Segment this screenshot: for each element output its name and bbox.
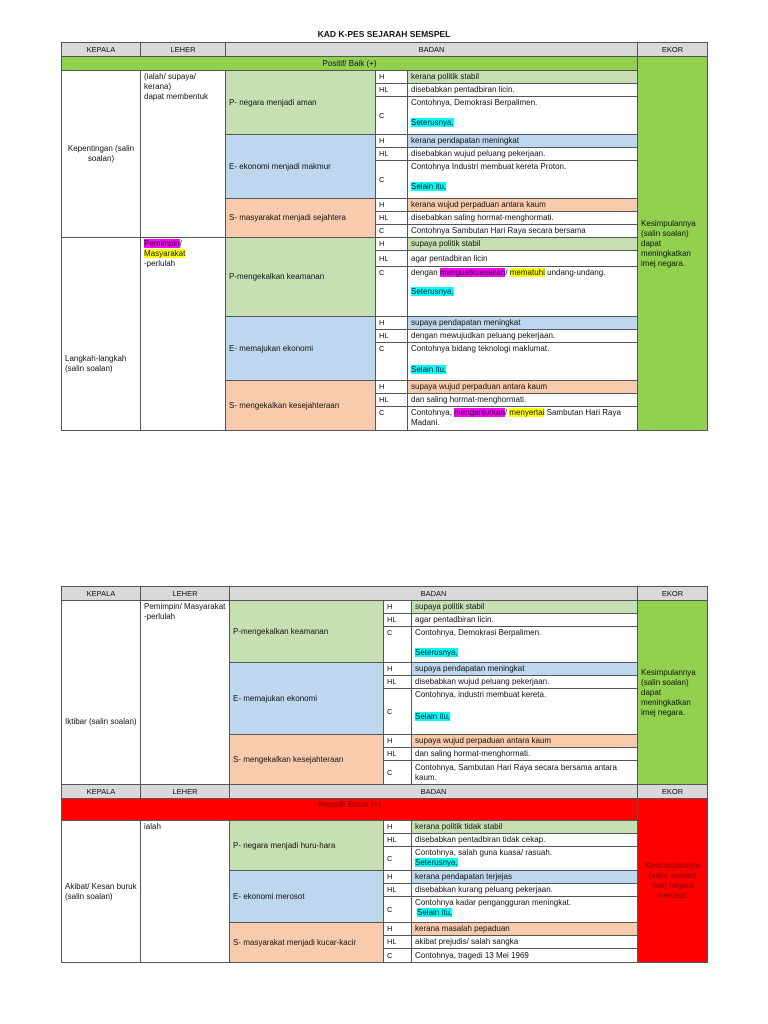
badan-s-h: kerana wujud perpaduan antara kaum [408, 199, 638, 212]
badan-p: P- negara menjadi huru-hara [230, 821, 384, 871]
badan-p-c [408, 97, 638, 135]
header-badan: BADAN [230, 785, 638, 799]
badan-e-c [408, 161, 638, 199]
ekor-cell-negatif: Kesimpulannya (salin soalan) imej negara merosot. [638, 799, 708, 963]
code-hl: HL [376, 148, 408, 161]
code-c: C [384, 627, 412, 663]
badan-e-hl: disebabkan wujud peluang pekerjaan. [408, 148, 638, 161]
ekor-cell: Kesimpulannya (salin soalan) dapat meningkatkan imej negara. [638, 57, 708, 431]
header-ekor: EKOR [638, 785, 708, 799]
leher-sep: / [179, 239, 182, 248]
code-h: H [384, 923, 412, 936]
badan-e-c-text: Contohnya, industri membuat kereta. [415, 690, 547, 699]
code-c: C [376, 267, 408, 317]
code-hl: HL [384, 834, 412, 847]
header-leher: LEHER [141, 785, 230, 799]
code-hl: HL [376, 84, 408, 97]
negatif-row [62, 799, 708, 821]
leher-masyarakat: Masyarakat [144, 249, 186, 258]
code-c: C [376, 161, 408, 199]
badan-s-hl: disebabkan saling hormat-menghormati. [408, 212, 638, 225]
code-c: C [384, 761, 412, 785]
badan-p-h: kerana politik stabil [408, 71, 638, 84]
badan-p-c [412, 627, 638, 663]
header-row-2 [62, 785, 708, 799]
code-h: H [384, 871, 412, 884]
badan-e-c-text: Contohnya Industri membuat kereta Proton. [411, 162, 567, 171]
badan-p-c [408, 267, 638, 317]
code-h: H [376, 238, 408, 251]
page-title: KAD K-PES SEJARAH SEMSPEL [317, 29, 451, 39]
header-kepala: KEPALA [62, 785, 141, 799]
code-h: H [384, 663, 412, 676]
header-kepala: KEPALA [62, 43, 141, 57]
code-c: C [384, 689, 412, 735]
badan-s-h: supaya wujud perpaduan antara kaum [412, 735, 638, 748]
text-sambutan: Sambutan Hari Raya Madani. [411, 408, 621, 427]
badan-s-h: kerana masalah pepaduan [412, 923, 638, 936]
header-row [62, 587, 708, 601]
link-seterusnya: Seterusnya, [415, 858, 458, 867]
leher-langkah [141, 238, 226, 431]
badan-e: E- memajukan ekonomi [230, 663, 384, 735]
badan-p: P-mengekalkan keamanan [226, 238, 376, 317]
kepala-kepentingan: Kepentingan (salin soalan) [62, 71, 141, 238]
kepala-akibat: Akibat/ Kesan buruk (salin soalan) [62, 821, 141, 963]
text-contohnya: Contohnya, [411, 408, 455, 417]
header-row [62, 43, 708, 57]
header-leher: LEHER [141, 587, 230, 601]
badan-p-hl: agar pentadbiran licin [408, 251, 638, 267]
kpes-table-1 [61, 42, 708, 431]
badan-p-c-text: Contohnya, Demokrasi Berpalimen. [415, 628, 542, 637]
code-h: H [384, 735, 412, 748]
code-hl: HL [384, 936, 412, 949]
code-hl: HL [384, 748, 412, 761]
badan-s-hl: akibat prejudis/ salah sangka [412, 936, 638, 949]
code-c: C [384, 897, 412, 923]
leher-text-1: (ialah/ supaya/ kerana) [144, 72, 197, 91]
text-menganjurkan: menganjurkan [454, 408, 505, 417]
badan-s-h: supaya wujud perpaduan antara kaum [408, 381, 638, 394]
code-c: C [376, 225, 408, 238]
badan-s-c: Contohnya Sambutan Hari Raya secara bersama [408, 225, 638, 238]
badan-e-c-text: Contohnya bidang teknologi maklumat. [411, 344, 550, 353]
kepala-langkah: Langkah-langkah (salin soalan) [62, 238, 141, 431]
link-selain-itu: Selain itu, [417, 908, 453, 917]
badan-e-c [408, 343, 638, 381]
code-hl: HL [376, 251, 408, 267]
text-mematuhi: mematuhi [509, 268, 545, 277]
leher-text-1: Pemimpin/ Masyarakat [144, 602, 226, 611]
badan-p: P-mengekalkan keamanan [230, 601, 384, 663]
link-seterusnya: Seterusnya, [411, 287, 454, 296]
badan-e-hl: disebabkan wujud peluang pekerjaan. [412, 676, 638, 689]
text-sep: / [504, 408, 510, 417]
code-h: H [376, 135, 408, 148]
badan-s-hl: dan saling hormat-menghormati. [408, 394, 638, 407]
code-hl: HL [376, 212, 408, 225]
badan-s: S- mengekalkan kesejahteraan [226, 381, 376, 431]
badan-s: S- masyarakat menjadi sejahtera [226, 199, 376, 238]
leher-perlulah: -perlulah [144, 259, 176, 268]
badan-p-c-text [411, 268, 634, 278]
header-badan: BADAN [230, 587, 638, 601]
link-selain-itu: Selain itu, [411, 365, 447, 374]
code-hl: HL [384, 884, 412, 897]
badan-p-hl: disebabkan pentadbiran tidak cekap. [412, 834, 638, 847]
leher-text-2: dapat membentuk [144, 92, 209, 101]
badan-p: P- negara menjadi aman [226, 71, 376, 135]
code-c: C [376, 97, 408, 135]
badan-p-h: supaya politik stabil [408, 238, 638, 251]
text-undang: undang-undang. [544, 268, 606, 277]
badan-e-h: supaya pendapatan meningkat [412, 663, 638, 676]
kpes-table-2 [61, 586, 708, 963]
badan-e-h: kerana pendapatan meningkat [408, 135, 638, 148]
code-c: C [376, 407, 408, 431]
ekor-cell: Kesimpulannya (salin soalan) dapat meningkatkan imej negara. [638, 601, 708, 785]
header-ekor: EKOR [638, 587, 708, 601]
badan-s-c: Contohnya, tragedi 13 Mei 1969 [412, 949, 638, 963]
leher-pemimpin: Pemimpin [144, 239, 180, 248]
header-badan: BADAN [226, 43, 638, 57]
positif-row [62, 57, 708, 71]
header-ekor: EKOR [638, 43, 708, 57]
badan-e-h: supaya pendapatan meningkat [408, 317, 638, 330]
negatif-label: Negatif/ Buruk (+) [62, 799, 638, 821]
code-hl: HL [384, 614, 412, 627]
link-seterusnya: Seterusnya, [415, 648, 458, 657]
header-kepala: KEPALA [62, 587, 141, 601]
link-seterusnya: Seterusnya, [411, 118, 454, 127]
text-sep: / [505, 268, 510, 277]
leher-akibat: ialah [141, 821, 230, 963]
text-menguatkuasakan: menguatkuasakan [439, 268, 506, 277]
code-h: H [384, 821, 412, 834]
kepala-iktibar: Iktibar (salin soalan) [62, 601, 141, 785]
positif-label: Positif/ Baik (+) [62, 57, 638, 71]
badan-s-c [408, 407, 638, 431]
badan-p-h: supaya politik stabil [412, 601, 638, 614]
badan-p-c-text: Contohnya, Demokrasi Berpalimen. [411, 98, 538, 107]
badan-e: E- memajukan ekonomi [226, 317, 376, 381]
badan-p-hl: disebabkan pentadbiran licin. [408, 84, 638, 97]
leher-text-2: -perlulah [144, 612, 176, 621]
badan-e-c [412, 689, 638, 735]
badan-e-h: kerana pendapatan terjejas [412, 871, 638, 884]
badan-s-c: Contohnya, Sambutan Hari Raya secara bersama antara kaum. [412, 761, 638, 785]
badan-s-hl: dan saling hormat-menghormati. [412, 748, 638, 761]
badan-p-c-text: Contohnya, salah guna kuasa/ rasuah. [415, 848, 552, 857]
leher-kepentingan [141, 71, 226, 238]
badan-e-c-text: Contohnya kadar pengangguran meningkat. [415, 898, 572, 907]
code-hl: HL [376, 394, 408, 407]
badan-e-c [412, 897, 638, 923]
badan-e: E- ekonomi menjadi makmur [226, 135, 376, 199]
code-c: C [384, 847, 412, 871]
text-menyertai: menyertai [509, 408, 545, 417]
badan-e-hl: dengan mewujudkan peluang pekerjaan. [408, 330, 638, 343]
code-h: H [384, 601, 412, 614]
code-c: C [376, 343, 408, 381]
code-hl: HL [384, 676, 412, 689]
code-hl: HL [376, 330, 408, 343]
badan-s: S- masyarakat menjadi kucar-kacir [230, 923, 384, 963]
link-selain-itu: Selain itu, [411, 182, 447, 191]
leher-iktibar [141, 601, 230, 785]
badan-p-h: kerana politik tidak stabil [412, 821, 638, 834]
code-h: H [376, 381, 408, 394]
code-c: C [384, 949, 412, 963]
badan-s: S- mengekalkan kesejahteraan [230, 735, 384, 785]
code-h: H [376, 71, 408, 84]
code-h: H [376, 199, 408, 212]
badan-p-c [412, 847, 638, 871]
header-leher: LEHER [141, 43, 226, 57]
badan-e-hl: disebabkan kurang peluang pekerjaan. [412, 884, 638, 897]
code-h: H [376, 317, 408, 330]
text-dengan: dengan [411, 268, 440, 277]
badan-e: E- ekonomi merosot [230, 871, 384, 923]
badan-p-hl: agar pentadbiran licin. [412, 614, 638, 627]
link-selain-itu: Selain itu, [415, 712, 451, 721]
